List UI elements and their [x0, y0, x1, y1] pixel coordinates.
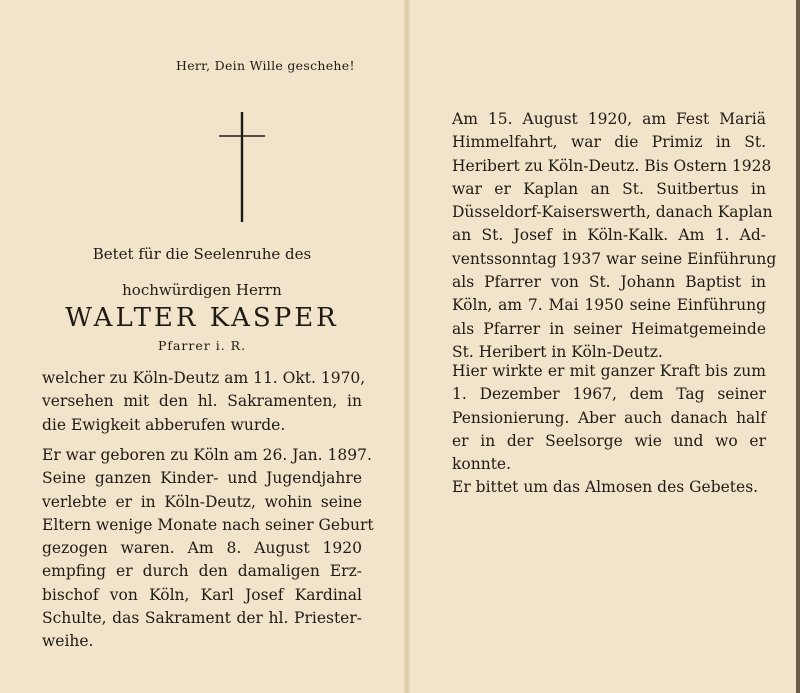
- text-line: Er bittet um das Almosen des Gebetes.: [452, 478, 759, 496]
- deceased-title: Pfarrer i. R.: [157, 338, 247, 353]
- pastoral-paragraph: [452, 360, 766, 476]
- text-line: Düsseldorf-Kaiserswerth, danach Kaplan: [452, 203, 773, 222]
- text-line: gezogen waren. Am 8. August 1920: [42, 539, 362, 558]
- text-line: an St. Josef in Köln-Kalk. Am 1. Ad-: [452, 226, 766, 245]
- cross-icon: [216, 108, 268, 226]
- center-fold: [404, 0, 410, 693]
- death-paragraph: [42, 367, 366, 437]
- closing-paragraph: [452, 476, 766, 499]
- motto: Herr, Dein Wille geschehe!: [176, 58, 355, 73]
- text-line: empfing er durch den damaligen Erz-: [42, 562, 362, 581]
- career-paragraph: [452, 108, 777, 364]
- text-line: konnte.: [452, 455, 512, 474]
- text-line: er in der Seelsorge wie und wo er: [452, 431, 766, 450]
- biography-paragraph: [42, 444, 374, 654]
- text-line: Köln, am 7. Mai 1950 seine Einführung: [452, 296, 766, 315]
- text-line: Hier wirkte er mit ganzer Kraft bis zum: [452, 362, 766, 380]
- text-line: Seine ganzen Kinder- und Jugendjahre: [42, 469, 362, 488]
- text-line: war er Kaplan an St. Suitbertus in: [452, 179, 766, 198]
- text-line: Heribert zu Köln-Deutz. Bis Ostern 1928: [452, 156, 772, 175]
- text-line: Pensionierung. Aber auch danach half: [452, 408, 766, 427]
- text-line: 1. Dezember 1967, dem Tag seiner: [452, 385, 766, 404]
- text-line: als Pfarrer von St. Johann Baptist in: [452, 273, 766, 292]
- text-line: Am 15. August 1920, am Fest Mariä: [452, 110, 766, 128]
- text-line: die Ewigkeit abberufen wurde.: [42, 415, 286, 434]
- text-line: verlebte er in Köln-Deutz, wohin seine: [42, 492, 362, 511]
- honorific: hochwürdigen Herrn: [122, 281, 282, 299]
- text-line: Schulte, das Sakrament der hl. Priester-: [42, 609, 362, 628]
- text-line: welcher zu Köln-Deutz am 11. Okt. 1970,: [42, 369, 366, 387]
- text-line: als Pfarrer in seiner Heimatgemeinde: [452, 319, 766, 338]
- text-line: bischof von Köln, Karl Josef Kardinal: [42, 585, 362, 604]
- text-line: versehen mit den hl. Sakramenten, in: [42, 392, 362, 411]
- text-line: ventssonntag 1937 war seine Einführung: [452, 249, 777, 268]
- text-line: weihe.: [42, 632, 94, 651]
- text-line: St. Heribert in Köln-Deutz.: [452, 342, 663, 361]
- text-line: Himmelfahrt, war die Primiz in St.: [452, 133, 766, 152]
- text-line: Er war geboren zu Köln am 26. Jan. 1897.: [42, 446, 372, 464]
- text-line: Eltern wenige Monate nach seiner Geburt: [42, 515, 374, 534]
- prayer-intro: Betet für die Seelenruhe des: [92, 245, 312, 263]
- deceased-name: WALTER KASPER: [65, 303, 339, 333]
- card-edge: [796, 0, 800, 693]
